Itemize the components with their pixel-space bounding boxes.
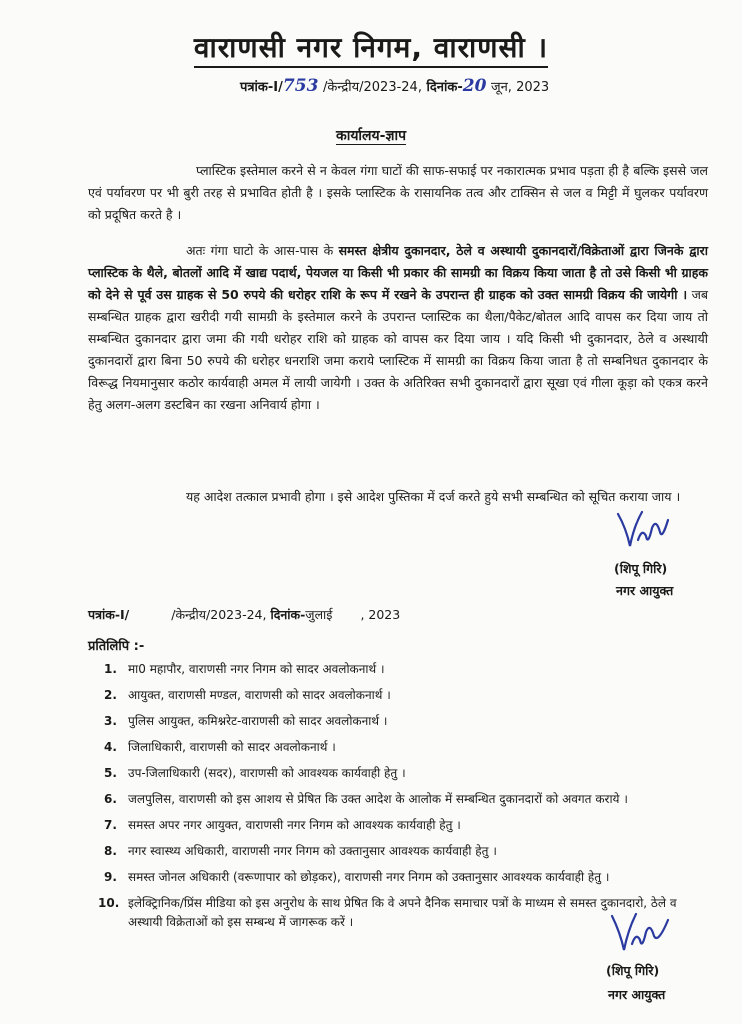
signature-2-designation: नगर आयुक्त — [608, 987, 666, 1002]
list-item: 9. समस्त जोनल अधिकारी (वरूणापार को छोड़कर), वाराणसी नगर निगम को उक्तानुसार आवश्यक कार्यवाही हेतु । — [104, 870, 610, 884]
signature-2-mark — [606, 908, 672, 960]
document-title — [0, 28, 742, 66]
paragraph-2 — [88, 240, 708, 416]
ref2-prefix: पत्रांक-I/ — [88, 607, 130, 622]
reference-line — [240, 76, 549, 96]
paragraph-3: यह आदेश तत्काल प्रभावी होगा । इसे आदेश पुस्तिका में दर्ज करते हुये सभी सम्बन्धित को सूचित कराया जाय । — [186, 489, 681, 504]
list-item: 5. उप-जिलाधिकारी (सदर), वाराणसी को आवश्यक कार्यवाही हेतु । — [104, 766, 406, 780]
paragraph-1: प्लास्टिक इस्तेमाल करने से न केवल गंगा घाटों की साफ-सफाई पर नकारात्मक प्रभाव पड़ता ही है बल्कि इससे जल एवं पर्यावरण पर भी बुरी तरह से प्रभावित होती है । इसके प्लास्टिक के रासायनिक तत्व और टाक्सिन से जल व मिट्टी में घुलकर पर्यावरण को प्रदूषित करते है । — [88, 163, 708, 222]
copy-heading: प्रतिलिपि :- — [88, 639, 145, 654]
list-item: 1. मा0 महापौर, वाराणसी नगर निगम को सादर अवलोकनार्थ । — [104, 662, 385, 676]
ref2-date-label: दिनांक- — [270, 607, 306, 622]
copy-list — [98, 660, 704, 939]
ref-prefix: पत्रांक-I/ — [240, 80, 283, 95]
date-rest: जून, 2023 — [490, 80, 550, 95]
paragraph-2-intro: अतः गंगा घाटो के आस-पास के — [186, 243, 339, 258]
second-reference-line — [88, 606, 400, 623]
memo-heading-text: कार्यालय-ज्ञाप — [335, 128, 407, 144]
list-item: 2. आयुक्त, वाराणसी मण्डल, वाराणसी को सादर अवलोकनार्थ । — [104, 688, 391, 702]
signature-1-mark — [612, 506, 672, 558]
list-item: 3. पुलिस आयुक्त, कमिश्नरेट-वाराणसी को सादर अवलोकनार्थ । — [104, 714, 388, 728]
signature-1-name: (शिपू गिरि) — [614, 561, 668, 576]
document-title-text: वाराणसी नगर निगम, वाराणसी । — [194, 31, 548, 68]
signature-2-name: (शिपू गिरि) — [606, 963, 660, 978]
ref2-year: , 2023 — [360, 607, 401, 622]
memo-heading — [0, 126, 742, 145]
date-label: दिनांक- — [426, 80, 463, 95]
list-item: 10. इलेक्ट्रिानिक/प्रिंस मीडिया को इस अनुरोध के साथ प्रेषित कि वे अपने दैनिक समाचार पत्रों के माध्यम से समस्त दुकानदारो, ठेले व अस्थायी विक्रेताओं को इस सम्बन्ध में जागरूक करें । — [98, 896, 677, 929]
list-item: 4. जिलाधिकारी, वाराणसी को सादर अवलोकनार्थ । — [104, 740, 336, 754]
ref2-date-month: जुलाई — [305, 607, 333, 622]
list-item: 8. नगर स्वास्थ्य अधिकारी, वाराणसी नगर निगम को उक्तानुसार आवश्यक कार्यवाही हेतु । — [104, 844, 497, 858]
date-day-handwritten: 20 — [462, 76, 487, 96]
ref-suffix: /केन्द्रीय/2023-24, — [322, 80, 422, 95]
ref-number-handwritten: 753 — [282, 76, 319, 96]
signature-1-designation: नगर आयुक्त — [616, 583, 674, 598]
list-item: 7. समस्त अपर नगर आयुक्त, वाराणसी नगर निगम को आवश्यक कार्यवाही हेतु । — [104, 818, 461, 832]
paragraph-2-bold: समस्त क्षेत्रीय दुकानदार, ठेले व अस्थायी दुकानदारों/विक्रेताओं द्वारा जिनके द्वारा प्लास्टिक के थैले, बोतलों आदि में खाद्य पदार्थ, पेयजल या किसी भी प्रकार की सामग्री का विक्रय किया जाता है तो उसे किसी भी ग्राहक को देने से पूर्व उस ग्राहक से 50 रुपये की धरोहर राशि के रूप में रखने के उपरान्त ही ग्राहक को उक्त सामग्री विक्रय की जायेगी । — [88, 243, 708, 302]
list-item: 6. जलपुलिस, वाराणसी को इस आशय से प्रेषित कि उक्त आदेश के आलोक में सम्बन्धित दुकानदारों को अवगत कराये । — [104, 792, 628, 806]
paragraph-2-rest: जब सम्बन्धित ग्राहक द्वारा खरीदी गयी सामग्री के इस्तेमाल करने के उपरान्त प्लास्टिक का थैला/पैकेट/बोतल आदि वापस कर दिया जाय तो सम्बन्धित दुकानदार द्वारा जमा की गयी धरोहर राशि को ग्राहक को वापस कर दिया जाय । यदि किसी भी दुकानदार, ठेले व अस्थायी दुकानदारों द्वारा बिना 50 रुपये की धरोहर धनराशि जमा कराये प्लास्टिक में सामग्री का विक्रय किया जाता है तो सम्बनिधत दुकानदार के विरूद्ध नियमानुसार कठोर कार्यवाही अमल में लायी जायेगी । उक्त के अतिरिक्त सभी दुकानदारों द्वारा सूखा एवं गीला कूड़ा को एकत्र करने हेतु अलग-अलग डस्टबिन का रखना अनिवार्य होगा । — [88, 287, 708, 412]
ref2-suffix: /केन्द्रीय/2023-24, — [171, 607, 267, 622]
